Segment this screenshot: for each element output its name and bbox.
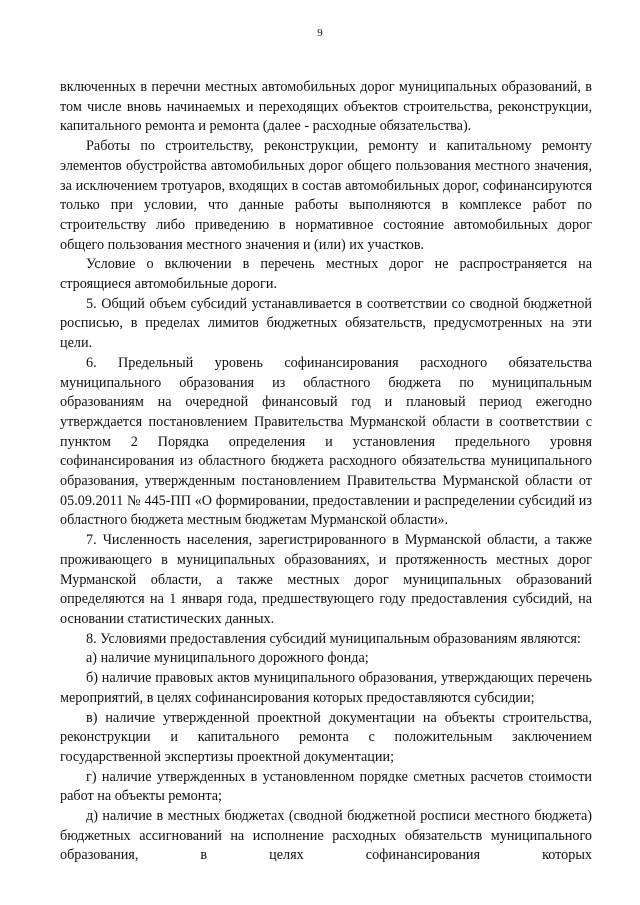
paragraph-condition-b: б) наличие правовых актов муниципального образования, утверждающих перечень мероприятий, в целях софинансирования которых предоставляются субсидии; xyxy=(60,670,592,706)
paragraph-item-5-subsidy-volume: 5. Общий объем субсидий устанавливается в соответствии со сводной бюджетной росписью, в пределах лимитов бюджетных обязательств, предусмотренных на эти цели. xyxy=(60,295,592,352)
paragraph-item-6-cofinancing-level: 6. Предельный уровень софинансирования расходного обязательства муниципального образования из областного бюджета по муниципальным образованиям на очередной финансовый год и плановый период ежегодно утверждается постановлением Правительства Мурманской области в соответствии с пунктом 2 Порядка определения и установления предельного уровня софинансирования из областного бюджета расходного обязательства муниципального образования, утвержденным постановлением Правительства Мурманской области от 05.09.2011 № 445-ПП «О формировании, предоставлении и распределении субсидий из областного бюджета местным бюджетам Мурманской области». xyxy=(60,354,592,529)
paragraph-condition-a: а) наличие муниципального дорожного фонда; xyxy=(86,650,369,667)
paragraph-condition-v: в) наличие утвержденной проектной документации на объекты строительства, реконструкции и капитального ремонта с положительным заключением государственной экспертизы проектной документации; xyxy=(60,709,592,765)
document-body xyxy=(60,78,592,866)
paragraph-condition-g: г) наличие утвержденных в установленном порядке сметных расчетов стоимости работ на объекты ремонта; xyxy=(60,768,592,805)
page-number: 9 xyxy=(317,27,323,39)
paragraph-item-7-population: 7. Численность населения, зарегистрированного в Мурманской области, а также проживающего в муниципальных образованиях, и протяженность местных дорог Мурманской области, а также местных дорог муниципальных образований определяются на 1 января года, предшествующего году предоставления субсидий, на основании статистических данных. xyxy=(60,532,592,627)
paragraph-obligations-continuation: включенных в перечни местных автомобильных дорог муниципальных образований, в том числе вновь начинаемых и переходящих объектов строительства, реконструкции, капитального ремонта и ремонта (далее - расходные обязательства). xyxy=(60,79,592,135)
paragraph-inclusion-condition: Условие о включении в перечень местных дорог не распространяется на строящиеся автомобильные дороги. xyxy=(60,256,592,293)
paragraph-item-8-conditions: 8. Условиями предоставления субсидий муниципальным образованиям являются: xyxy=(86,630,581,647)
paragraph-road-elements-works: Работы по строительству, реконструкции, ремонту и капитальному ремонту элементов обустройства автомобильных дорог общего пользования местного значения, за исключением тротуаров, входящих в состав автомобильных дорог, софинансируются только при условии, что данные работы выполняются в комплексе работ по строительству либо приведению в нормативное состояние автомобильных дорог общего пользования местного значения и (или) их участков. xyxy=(60,138,592,253)
paragraph-condition-d: д) наличие в местных бюджетах (сводной бюджетной росписи местного бюджета) бюджетных ассигнований на исполнение расходных обязательств муниципального образования, в целях софинансирования которых xyxy=(60,808,592,864)
